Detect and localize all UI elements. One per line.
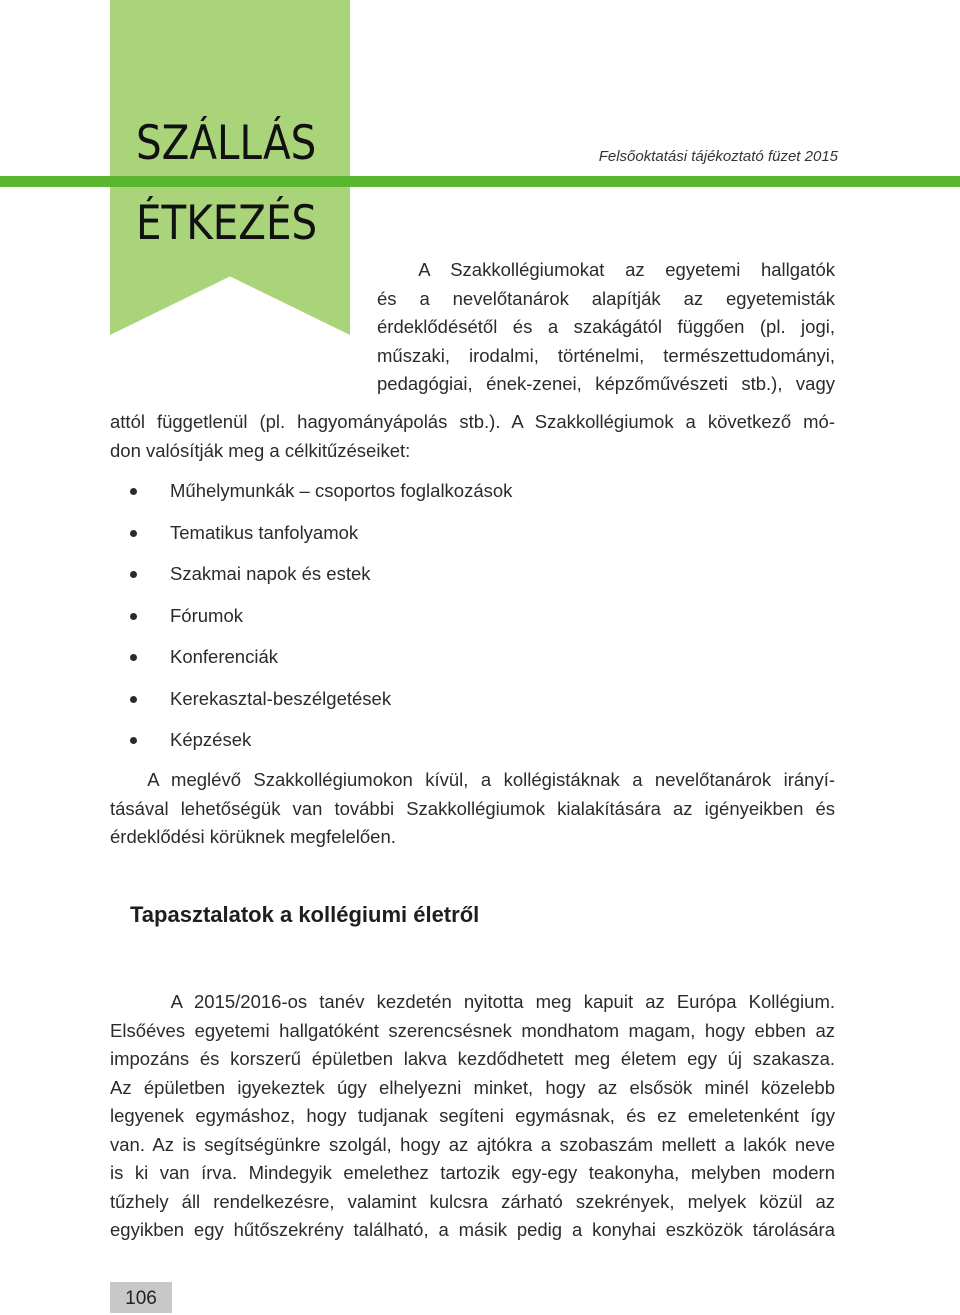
text-line: tásával lehetőségük van további Szakkollégiumok kialakítására az igényeikben és	[110, 797, 835, 819]
text-line: van. Az is segítségünkre szolgál, hogy az ajtókra a szobaszám mellett a lakók neve	[110, 1133, 835, 1155]
text-line: pedagógiai, ének-zenei, képzőművészeti stb.), vagy	[377, 373, 835, 394]
text-line: impozáns és korszerű épületben lakva kezdődhetett meg életem egy új szakasza.	[110, 1048, 835, 1069]
text-line: műszaki, irodalmi, történelmi, természettudományi,	[377, 344, 835, 366]
bullet-icon	[130, 530, 137, 537]
text-line: A meglévő Szakkollégiumokon kívül, a kollégistáknak a nevelőtanárok irányí-	[110, 769, 835, 790]
list-item-label: Kerekasztal-beszélgetések	[170, 687, 392, 709]
paragraph-experiences	[110, 988, 835, 1245]
bullet-icon	[130, 571, 137, 578]
text-line: tűzhely áll rendelkezésre, valamint kulcsra zárható szekrények, melyek közül az	[110, 1190, 835, 1212]
running-header: Felsőoktatási tájékoztató füzet 2015	[598, 148, 838, 165]
list-item-label: Fórumok	[170, 604, 243, 626]
list-item-label: Képzések	[170, 729, 252, 750]
list-item-label: Szakmai napok és estek	[170, 563, 371, 584]
chapter-title-line1: SZÁLLÁS	[136, 116, 317, 171]
text-line: A Szakkollégiumokat az egyetemi hallgatók	[377, 259, 835, 280]
text-line: is ki van írva. Mindegyik emelethez tartozik egy-egy teakonyha, melyben modern	[110, 1162, 835, 1183]
bullet-icon	[130, 613, 137, 620]
text-line: don valósítják meg a célkitűzéseiket:	[110, 439, 411, 461]
bullet-icon	[130, 488, 137, 495]
paragraph-szakkollegiumok	[110, 766, 835, 852]
section-heading: Tapasztalatok a kollégiumi életről	[130, 902, 480, 927]
text-line: Elsőéves egyetemi hallgatóként szerencsésnek mondhatom magam, hogy ebben az	[110, 1019, 835, 1041]
bullet-icon	[130, 654, 137, 661]
text-line: és a nevelőtanárok alapítják az egyetemisták	[377, 287, 835, 309]
bullet-icon	[130, 737, 137, 744]
chapter-title-line2: ÉTKEZÉS	[136, 196, 318, 251]
text-line: A 2015/2016-os tanév kezdetén nyitotta meg kapuit az Európa Kollégium.	[110, 991, 835, 1012]
text-line: érdeklődési körüknek megfelelően.	[110, 826, 396, 847]
text-line: attól függetlenül (pl. hagyományápolás stb.). A Szakkollégiumok a következő mó-	[110, 411, 835, 432]
intro-paragraph-indented	[377, 256, 835, 399]
list-item-label: Konferenciák	[170, 646, 278, 667]
text-line: érdeklődésétől és a szakágától függően (pl. jogi,	[377, 316, 835, 337]
text-line: egyikben egy hűtőszekrény található, a másik pedig a konyhai eszközök tárolására	[110, 1219, 835, 1240]
text-line: Az épületben igyekeztek úgy elhelyezni minket, hogy az elsősök minél közelebb	[110, 1076, 835, 1098]
page-number: 106	[110, 1282, 172, 1313]
list-item-label: Műhelymunkák – csoportos foglalkozások	[170, 480, 513, 501]
intro-paragraph-full	[110, 408, 835, 465]
bullet-icon	[130, 696, 137, 703]
text-line: legyenek egymáshoz, hogy tudjanak segíteni egymásnak, és ez emeletenként így	[110, 1105, 835, 1126]
list-item-label: Tematikus tanfolyamok	[170, 521, 359, 543]
header-rule	[0, 176, 960, 187]
